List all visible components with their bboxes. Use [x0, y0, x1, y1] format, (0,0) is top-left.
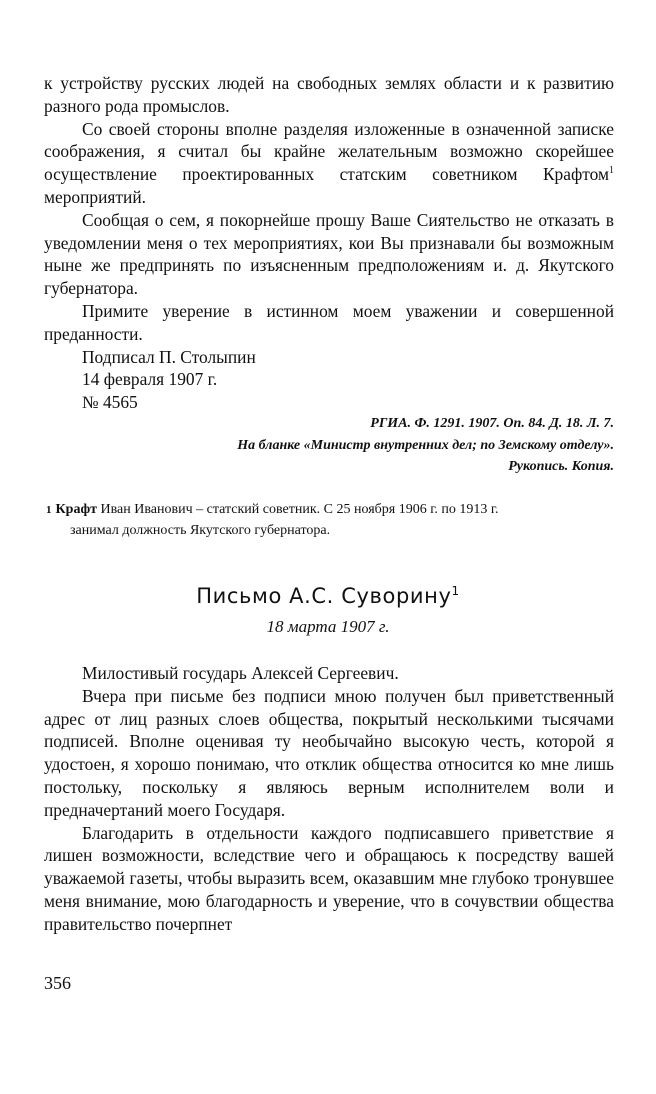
paragraph: Примите уверение в истинном моем уважении и совершенной преданности.	[44, 300, 614, 344]
signature-line: Подписал П. Столыпин	[82, 346, 256, 367]
footnote-ref: 1	[608, 165, 614, 177]
archive-line: Рукопись. Копия.	[508, 459, 614, 475]
letter-date: 18 марта 1907 г.	[266, 617, 390, 636]
letter-body-top	[44, 72, 614, 414]
letter-title: Письмо А.С. Суворину$^1$	[196, 584, 460, 608]
signature-number: № 4565	[82, 392, 138, 413]
paragraph: Вчера при письме без подписи мною получен был приветственный адрес от лиц разных слоев общества, покрытый несколькими тысячами подписей. Вполне оценивая ту необычайно высокую честь, которой я удостоен, я хорошо понимаю, что отклик общества относится ко мне лишь постольку, поскольку я являюсь верным исполнителем воли и предначертаний моего Государя.	[44, 685, 614, 820]
footnote-text: Иван Иванович – статский советник. С 25 ноября 1906 г. по 1913 г.	[97, 502, 499, 517]
title-footnote-ref: 1	[451, 584, 460, 598]
kraft-name: Крафтом	[542, 164, 609, 185]
paragraph: Сообщая о сем, я покорнейше прошу Ваше Сиятельство не отказать в уведомлении меня о тех мероприятиях, кои Вы признавали бы возможным ныне же предпринять по изъясненным предположениям и. д. Якутского губернатора.	[44, 209, 614, 299]
page-number: 356	[44, 973, 71, 993]
signature-date: 14 февраля 1907 г.	[82, 369, 218, 390]
footnote-mark: 1	[46, 504, 52, 516]
paragraph: Благодарить в отдельности каждого подписавшего приветствие я лишен возможности, вследствие чего и обращаюсь к посредству вашей уважаемой газеты, чтобы выразить всем, оказавшим мне глубоко тронувшее меня внимание, мою благодарность и уверение, что в сочувствии общества правительство почерпнет	[44, 822, 614, 934]
letter-body	[44, 662, 614, 936]
paragraph: к устройству русских людей на свободных землях области и к развитию разного рода промыслов.	[44, 73, 614, 116]
footnote	[46, 500, 616, 541]
archive-line: На бланке «Министр внутренних дел; по Земскому отделу».	[237, 437, 614, 453]
greeting: Милостивый государь Алексей Сергеевич.	[82, 663, 399, 683]
paragraph: Со своей стороны вполне разделяя изложенные в означенной записке соображения, я считал бы крайне желательным возможно скорейшее осуществление проектированных статским советником Крафтом$^1$ мероприятий.	[44, 118, 614, 207]
archive-reference	[44, 413, 614, 478]
footnote-continuation: занимал должность Якутского губернатора.	[70, 522, 331, 538]
footnote-name: Крафт	[55, 502, 98, 517]
archive-line: РГИА. Ф. 1291. 1907. Оп. 84. Д. 18. Л. 7.	[370, 416, 614, 431]
